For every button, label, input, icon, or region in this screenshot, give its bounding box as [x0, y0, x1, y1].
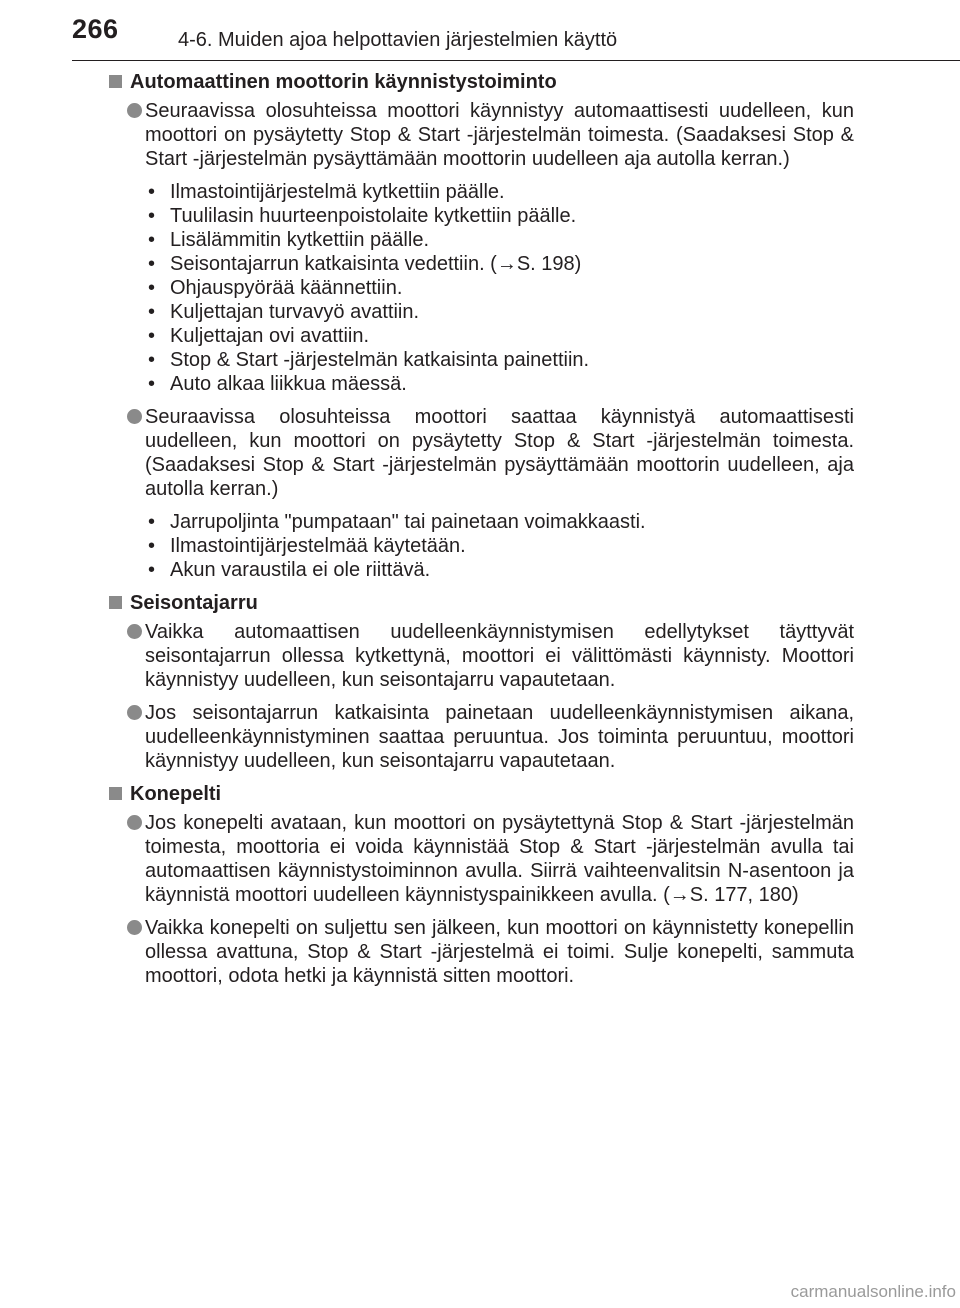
- page-header: [0, 0, 960, 60]
- circle-bullet-icon: [127, 815, 142, 830]
- page-number: 266: [72, 14, 119, 44]
- bullet-list: [108, 510, 854, 582]
- paragraph: Seuraavissa olosuhteissa moottori käynnistyy automaattisesti uudelleen, kun moottori on pysäytetty Stop & Start -järjestelmän toimesta. (Saadaksesi Stop & Start -järjestelmän pysäyttämään moottorin uudelleen aja autolla kerran.): [108, 99, 854, 171]
- paragraph: Jos konepelti avataan, kun moottori on pysäytettynä Stop & Start -järjestelmän toimesta, moottoria ei voida käynnistää Stop & Start -järjestelmän avulla tai automaattisen käynnistystoiminnon avulla. Siirrä vaihteenvalitsin N-asentoon ja käynnistä moottori uudelleen käynnistyspainikkeen avulla. (→S. 177, 180): [108, 811, 854, 907]
- list-item: • Ohjauspyörää käännettiin.: [148, 277, 403, 299]
- circle-bullet-icon: [127, 103, 142, 118]
- square-bullet-icon: [109, 787, 122, 800]
- watermark: carmanualsonline.info: [790, 1282, 956, 1301]
- paragraph: Seuraavissa olosuhteissa moottori saattaa käynnistyä automaattisesti uudelleen, kun moottori on pysäytetty Stop & Start -järjestelmän toimesta. (Saadaksesi Stop & Start -järjestelmän pysäyttämään moottorin uudelleen, aja autolla kerran.): [108, 405, 854, 501]
- circle-bullet-icon: [127, 920, 142, 935]
- list-item: • Kuljettajan turvavyö avattiin.: [148, 301, 420, 323]
- square-bullet-icon: [109, 75, 122, 88]
- chapter-title: 4-6. Muiden ajoa helpottavien järjestelmien käyttö: [178, 29, 618, 51]
- list-item: • Ilmastointijärjestelmää käytetään.: [148, 535, 466, 557]
- list-item: • Stop & Start -järjestelmän katkaisinta painettiin.: [148, 349, 590, 371]
- paragraph: Vaikka automaattisen uudelleenkäynnistymisen edellytykset täyttyvät seisontajarrun ollessa kytkettynä, moottori ei välittömästi käynnisty. Moottori käynnistyy uudelleen, kun seisontajarru vapautetaan.: [108, 620, 854, 692]
- list-item: • Seisontajarrun katkaisinta vedettiin. (→S. 198): [148, 253, 582, 275]
- header-rule: [72, 60, 960, 61]
- list-item: • Jarrupoljinta "pumpataan" tai painetaan voimakkaasti.: [148, 511, 646, 533]
- circle-bullet-icon: [127, 705, 142, 720]
- list-item: • Akun varaustila ei ole riittävä.: [148, 559, 431, 581]
- section-heading: Automaattinen moottorin käynnistystoiminto: [108, 70, 854, 94]
- circle-bullet-icon: [127, 624, 142, 639]
- square-bullet-icon: [109, 596, 122, 609]
- paragraph: Vaikka konepelti on suljettu sen jälkeen, kun moottori on käynnistetty konepellin ollessa avattuna, Stop & Start -järjestelmä ei toimi. Sulje konepelti, sammuta moottori, odota hetki ja käynnistä sitten moottori.: [108, 916, 854, 988]
- paragraph: Jos seisontajarrun katkaisinta painetaan uudelleenkäynnistymisen aikana, uudelleenkäynnistyminen saattaa peruuntua. Jos toiminta peruuntuu, moottori käynnistyy uudelleen, kun seisontajarru vapautetaan.: [108, 701, 854, 773]
- circle-bullet-icon: [127, 409, 142, 424]
- list-item: • Tuulilasin huurteenpoistolaite kytkettiin päälle.: [148, 205, 577, 227]
- list-item: • Lisälämmitin kytkettiin päälle.: [148, 229, 429, 251]
- bullet-list: [108, 180, 854, 396]
- page-content: [108, 70, 854, 997]
- section-heading: Konepelti: [108, 782, 854, 806]
- list-item: • Kuljettajan ovi avattiin.: [148, 325, 370, 347]
- list-item: • Auto alkaa liikkua mäessä.: [148, 373, 407, 395]
- list-item: • Ilmastointijärjestelmä kytkettiin päälle.: [148, 181, 505, 203]
- section-heading: Seisontajarru: [108, 591, 854, 615]
